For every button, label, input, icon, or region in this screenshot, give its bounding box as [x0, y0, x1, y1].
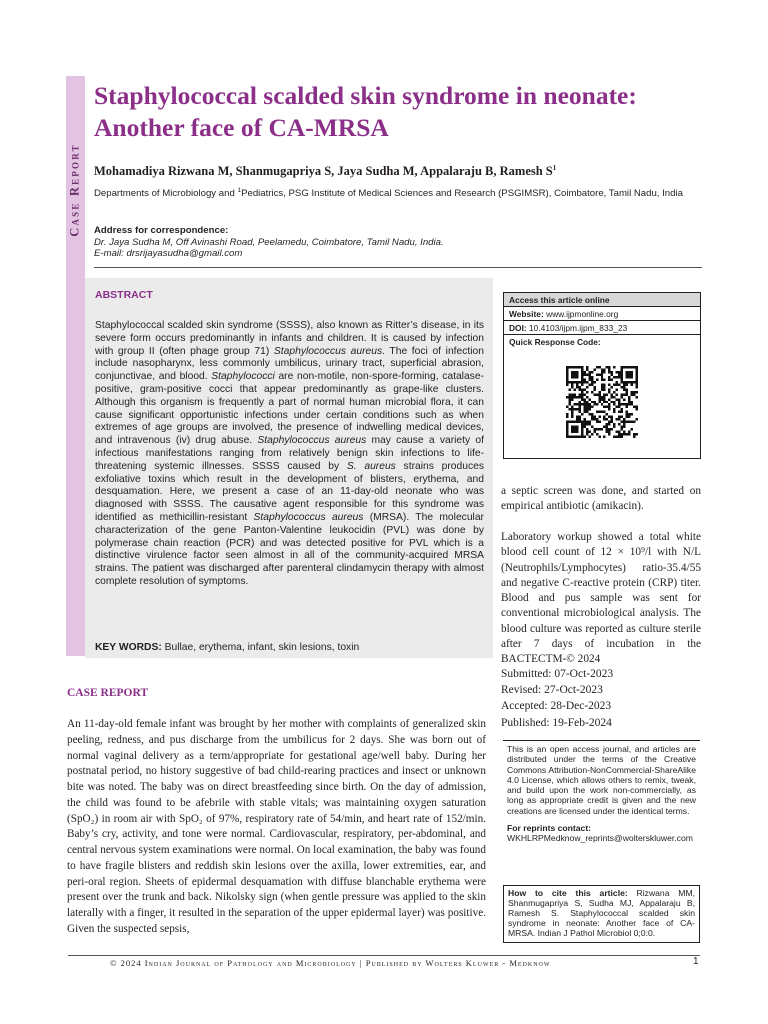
case-report-heading: CASE REPORT	[67, 687, 149, 699]
doi-link[interactable]: 10.4103/ijpm.ijpm_833_23	[526, 323, 628, 333]
abstract-part: are non-motile, non-spore-forming, catalase-positive, gram-positive cocci that appear predominantly as grape-like clusters. Although this organism is frequently a part of normal human microbial flora, it can cause significant opportunistic infections under certain conditions such as when extremes of age groups are involved, the presence of indwelling medical devices, and intravenous (iv) drug abuse.	[95, 371, 484, 447]
affiliation-superscript: 1	[237, 187, 242, 194]
date-revised: Revised: 27-Oct-2023	[501, 684, 603, 697]
access-article-box	[503, 292, 701, 459]
section-label: Case Report	[67, 143, 82, 237]
correspondence-block	[94, 225, 706, 260]
authors-superscript: 1	[552, 164, 557, 172]
reprints-label: For reprints contact:	[507, 823, 592, 834]
abstract-heading: ABSTRACT	[95, 289, 153, 301]
abstract-italic: Staphylococcus aureus	[253, 511, 364, 523]
right-paragraph-2: Laboratory workup showed a total white blood cell count of 12 × 10⁹/l with N/L (Neutrophils/Lymphocytes) ratio-35.4/55 and negative C-reactive protein (CRP) titer. Blood and pus sample was sent for conventional microbiological analysis. The blood culture was reported as culture sterile after 7 days of incubation in the BACTECTM-© 2024	[501, 531, 701, 666]
abstract-italic: Staphylococcus aureus	[273, 345, 383, 357]
abstract-part: . The foci of infection include nasopharynx, less commonly umbilicus, urinary tract, superficial abrasion, conjunctivae, and blood.	[95, 345, 485, 383]
doi-label: DOI:	[509, 323, 527, 333]
affiliation	[94, 184, 706, 201]
license-text: This is an open access journal, and articles are distributed under the terms of the Creative Commons Attribution-NonCommercial-ShareAlike 4.0 License, which allows others to remix, tweak, and build upon the work non-commercially, as long as appropriate credit is given and the new creations are licensed under the identical terms.	[507, 744, 696, 816]
license-note	[503, 740, 700, 847]
access-doi	[504, 321, 700, 335]
header-divider	[94, 267, 702, 268]
cite-text: Rizwana MM, Shanmugapriya S, Sudha MJ, Appalaraju B, Ramesh S. Staphylococcal scalded skin syndrome in neonate: Another face of CA-MRSA. Indian J Pathol Microbiol 0;0:0.	[508, 888, 695, 939]
abstract-part: Staphylococcal scalded skin syndrome (SSSS), also known as Ritter’s disease, in its severe form occurs predominantly in infants and children. It is caused by infection with group II (often phage group 71)	[95, 320, 484, 357]
access-qr-label	[504, 335, 700, 349]
date-accepted: Accepted: 28-Dec-2023	[501, 700, 612, 713]
qr-code-icon[interactable]	[566, 366, 638, 438]
reprints-contact	[507, 823, 696, 844]
website-link[interactable]: www.ijpmonline.org	[543, 309, 619, 319]
authors-text: Mohamadiya Rizwana M, Shanmugapriya S, Jaya Sudha M, Appalaraju B, Ramesh S	[94, 164, 553, 179]
how-to-cite-box	[503, 885, 700, 943]
abstract-part: may cause a variety of infectious manifestations ranging from relatively benign skin infections to life-threatening systemic illnesses. SSSS caused by	[95, 435, 484, 472]
cite-label: How to cite this article:	[508, 888, 628, 898]
qr-label: Quick Response Code:	[509, 337, 601, 347]
access-website	[504, 307, 700, 321]
correspondence-email[interactable]: E-mail: drsrijayasudha@gmail.com	[94, 248, 243, 259]
keywords-label: KEY WORDS:	[95, 642, 162, 653]
page-number: 1	[693, 956, 699, 967]
author-list	[94, 164, 714, 179]
keywords	[95, 642, 484, 653]
abstract-part: (MRSA). The molecular characterization of the gene Panton-Valentine leukocidin (PVL) was done by polymerase chain reaction (PCR) and was detected positive for PVL which is a distinctive virulence factor seen almost in all of the community-acquired MRSA strains. The patient was discharged after parenteral clindamycin therapy with almost complete resolution of symptoms.	[95, 511, 484, 587]
affiliation-lead: Departments of Microbiology and	[94, 188, 238, 200]
footer-divider	[68, 955, 700, 956]
right-paragraph-1: a septic screen was done, and started on empirical antibiotic (amikacin).	[501, 485, 701, 513]
date-published: Published: 19-Feb-2024	[501, 716, 612, 729]
date-submitted: Submitted: 07-Oct-2023	[501, 668, 614, 680]
access-header: Access this article online	[504, 293, 700, 307]
affiliation-rest: Pediatrics, PSG Institute of Medical Sciences and Research (PSGIMSR), Coimbatore, Tamil Nadu, India	[241, 188, 683, 200]
journal-footer: © 2024 Indian Journal of Pathology and Microbiology | Published by Wolters Kluwer - Medknow	[110, 958, 551, 968]
correspondence-address: Dr. Jaya Sudha M, Off Avinashi Road, Peelamedu, Coimbatore, Tamil Nadu, India.	[94, 236, 444, 248]
abstract-part: strains produces exfoliative toxins which result in the development of blisters, erythema, and desquamation. Here, we present a case of an 11-day-old neonate who was diagnosed with SSSS. The causative agent responsible for this syndrome was identified as methicillin-resistant	[95, 460, 484, 523]
article-title: Staphylococcal scalded skin syndrome in neonate: Another face of CA-MRSA	[94, 81, 637, 142]
article-dates	[501, 666, 613, 731]
website-label: Website:	[509, 309, 544, 319]
abstract-text	[95, 320, 484, 589]
reprints-email[interactable]: WKHLRPMedknow_reprints@wolterskluwer.com	[507, 833, 693, 844]
keywords-text: Bullae, erythema, infant, skin lesions, toxin	[161, 642, 360, 653]
case-report-body: An 11-day-old female infant was brought by her mother with complaints of generalized skin peeling, redness, and pus discharge from the umbilicus for 2 days. She was born out of normal vaginal delivery as a term/appropriate for gestational age/well baby. During her postnatal period, no history suggestive of bad child-rearing practices and insect or unknown bite was noted. The baby was on direct breastfeeding since birth. On the day of admission, the child was found to be afebrile with stable vitals; was maintaining oxygen saturation (SpO₂) in room air with SpO₂ of 97%, respiratory rate of 54/min, and heart rate of 152/min. Baby’s cry, activity, and tone were normal. Cardiovascular, respiratory, per-abdominal, and central nervous system examinations were normal. On local examination, the baby was found to have fragile blisters and reddish skin lesions over the axilla, lower extremities, ear, and peri-oral region. Sheets of epidermal desquamation with diffuse blanchable erythema were present over the trunk and back. Nikolsky sign (when gentle pressure was applied to the skin laterally with a finger, it resulted in the separation of the upper epidermal layer) was positive. Given the suspected sepsis,	[67, 718, 486, 935]
abstract-italic: Staphylococcus aureus	[257, 435, 367, 447]
abstract-italic: Staphylococci	[211, 371, 275, 383]
abstract-italic: S. aureus	[346, 460, 396, 472]
correspondence-heading: Address for correspondence:	[94, 225, 229, 236]
